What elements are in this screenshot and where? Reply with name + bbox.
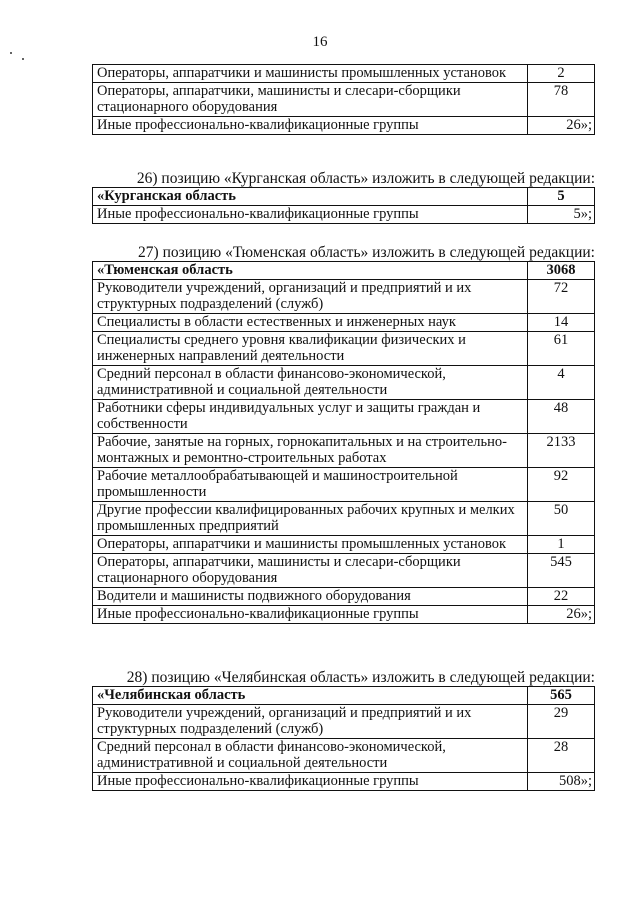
row-label: Операторы, аппаратчики, машинисты и слесари-сборщики стационарного оборудования (93, 83, 528, 117)
kurgan-table (92, 187, 595, 224)
row-label: Специалисты среднего уровня квалификации физических и инженерных направлений деятельности (93, 332, 528, 366)
row-value: 26»; (528, 117, 595, 135)
section-28-intro: 28) позицию «Челябинская область» изложить в следующей редакции: (126, 669, 595, 686)
row-value: 2133 (528, 434, 595, 468)
region-total: 3068 (528, 262, 595, 280)
row-value: 92 (528, 468, 595, 502)
region-name: «Челябинская область (93, 687, 528, 705)
row-label: Другие профессии квалифицированных рабочих крупных и мелких промышленных предприятий (93, 502, 528, 536)
row-label: Операторы, аппаратчики и машинисты промышленных установок (93, 536, 528, 554)
section-27-intro: 27) позицию «Тюменская область» изложить в следующей редакции: (138, 244, 595, 261)
table-row (93, 206, 595, 224)
table-row (93, 536, 595, 554)
row-label: Средний персонал в области финансово-экономической, административной и социальной деятельности (93, 366, 528, 400)
row-value: 22 (528, 588, 595, 606)
page-number: 16 (312, 34, 328, 50)
table-row (93, 400, 595, 434)
table-row (93, 588, 595, 606)
row-label: Рабочие, занятые на горных, горнокапитальных и на строительно-монтажных и ремонтно-строительных работах (93, 434, 528, 468)
row-value: 2 (528, 65, 595, 83)
table-row (93, 773, 595, 791)
table-header-row (93, 262, 595, 280)
row-label: Иные профессионально-квалификационные группы (93, 606, 528, 624)
row-value: 4 (528, 366, 595, 400)
row-value: 1 (528, 536, 595, 554)
row-label: Руководители учреждений, организаций и предприятий и их структурных подразделений (служб) (93, 705, 528, 739)
row-label: Средний персонал в области финансово-экономической, административной и социальной деятельности (93, 739, 528, 773)
row-value: 508»; (528, 773, 595, 791)
table-row (93, 280, 595, 314)
row-value: 545 (528, 554, 595, 588)
table-row (93, 554, 595, 588)
continuation-table (92, 64, 595, 135)
table-header-row (93, 188, 595, 206)
row-value: 14 (528, 314, 595, 332)
region-name: «Курганская область (93, 188, 528, 206)
row-label: Специалисты в области естественных и инженерных наук (93, 314, 528, 332)
row-value: 28 (528, 739, 595, 773)
table-row (93, 502, 595, 536)
table-row (93, 468, 595, 502)
row-label: Водители и машинисты подвижного оборудования (93, 588, 528, 606)
scan-speck (22, 58, 24, 60)
tyumen-table (92, 261, 595, 624)
row-value: 48 (528, 400, 595, 434)
row-label: Рабочие металлообрабатывающей и машиностроительной промышленности (93, 468, 528, 502)
row-label: Операторы, аппаратчики, машинисты и слесари-сборщики стационарного оборудования (93, 554, 528, 588)
row-label: Иные профессионально-квалификационные группы (93, 773, 528, 791)
table-row (93, 366, 595, 400)
row-label: Иные профессионально-квалификационные группы (93, 206, 528, 224)
table-row (93, 606, 595, 624)
row-value: 26»; (528, 606, 595, 624)
row-value: 50 (528, 502, 595, 536)
row-value: 61 (528, 332, 595, 366)
table-row (93, 739, 595, 773)
row-label: Иные профессионально-квалификационные группы (93, 117, 528, 135)
row-value: 5»; (528, 206, 595, 224)
row-label: Руководители учреждений, организаций и предприятий и их структурных подразделений (служб) (93, 280, 528, 314)
row-value: 29 (528, 705, 595, 739)
row-value: 78 (528, 83, 595, 117)
table-header-row (93, 687, 595, 705)
table-row (93, 332, 595, 366)
row-label: Операторы, аппаратчики и машинисты промышленных установок (93, 65, 528, 83)
table-row (93, 705, 595, 739)
chelyabinsk-table (92, 686, 595, 791)
region-name: «Тюменская область (93, 262, 528, 280)
row-value: 72 (528, 280, 595, 314)
section-26-intro: 26) позицию «Курганская область» изложить в следующей редакции: (136, 170, 595, 187)
region-total: 565 (528, 687, 595, 705)
table-row (93, 117, 595, 135)
table-row (93, 65, 595, 83)
row-label: Работники сферы индивидуальных услуг и защиты граждан и собственности (93, 400, 528, 434)
region-total: 5 (528, 188, 595, 206)
scan-speck (10, 52, 12, 54)
table-row (93, 314, 595, 332)
table-row (93, 83, 595, 117)
table-row (93, 434, 595, 468)
